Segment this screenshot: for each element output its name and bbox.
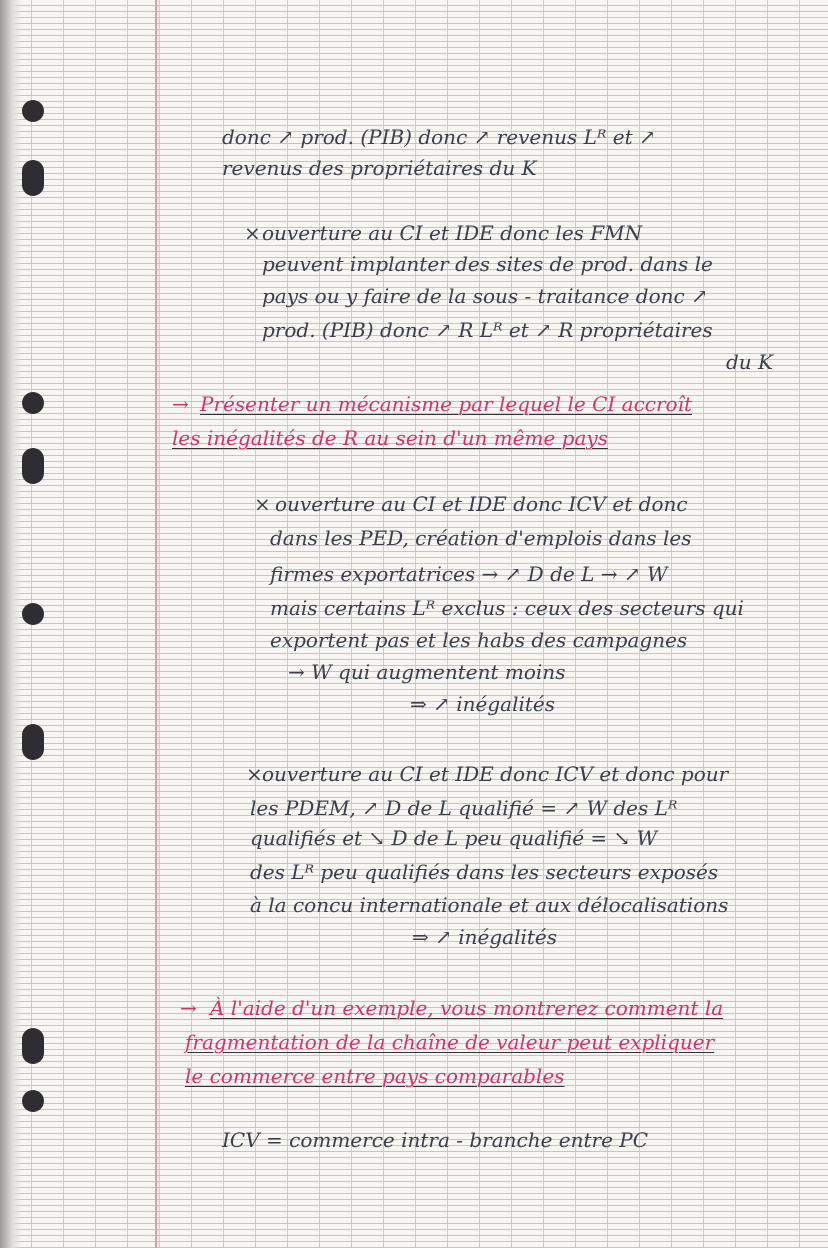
question-heading: Présenter un mécanisme par lequel le CI accroît [200, 392, 693, 416]
note-line: à la concu internationale et aux délocalisations [250, 893, 729, 917]
binder-hole [22, 100, 44, 122]
note-line: → W qui augmentent moins [288, 660, 566, 684]
note-line: firmes exportatrices → ↗ D de L → ↗ W [270, 562, 668, 586]
binder-hole [22, 160, 44, 196]
note-line: les PDEM, ↗ D de L qualifié = ↗ W des Lᴿ [250, 796, 678, 820]
note-line: ouverture au CI et IDE donc les FMN [262, 221, 643, 245]
binder-hole [22, 724, 44, 760]
bullet-mark: × [246, 762, 263, 786]
question-arrow: → [172, 392, 189, 416]
note-line: exportent pas et les habs des campagnes [270, 628, 688, 652]
binder-hole [22, 392, 44, 414]
note-line: peuvent implanter des sites de prod. dans le [262, 252, 713, 276]
note-line: ouverture au CI et IDE donc ICV et donc pour [262, 762, 729, 786]
question-heading: À l'aide d'un exemple, vous montrerez comment la [210, 996, 724, 1020]
note-line: ⇒ ↗ inégalités [410, 692, 555, 716]
note-line: revenus des propriétaires du K [222, 156, 537, 180]
note-line: pays ou y faire de la sous - traitance donc ↗ [262, 284, 708, 308]
binder-hole [22, 448, 44, 484]
bullet-mark: × [244, 221, 261, 245]
question-heading: fragmentation de la chaîne de valeur peut expliquer [185, 1030, 715, 1054]
note-line: qualifiés et ↘ D de L peu qualifié = ↘ W [250, 826, 658, 850]
question-arrow: → [180, 996, 197, 1020]
question-heading: les inégalités de R au sein d'un même pays [172, 426, 608, 450]
note-line: ⇒ ↗ inégalités [412, 925, 557, 949]
binder-hole [22, 1090, 44, 1112]
binder-hole [22, 1028, 44, 1064]
question-heading: le commerce entre pays comparables [185, 1064, 565, 1088]
note-line: donc ↗ prod. (PIB) donc ↗ revenus Lᴿ et ↗ [222, 125, 656, 149]
margin-line [155, 0, 157, 1248]
note-line: ouverture au CI et IDE donc ICV et donc [275, 492, 688, 516]
note-line: des Lᴿ peu qualifiés dans les secteurs exposés [250, 860, 719, 884]
note-line: dans les PED, création d'emplois dans les [270, 526, 692, 550]
note-line: prod. (PIB) donc ↗ R Lᴿ et ↗ R propriétaires [262, 318, 713, 342]
note-line: mais certains Lᴿ exclus : ceux des secteurs qui [270, 596, 744, 620]
note-line: ICV = commerce intra - branche entre PC [222, 1128, 649, 1152]
bullet-mark: × [254, 492, 271, 516]
note-line: du K [726, 350, 773, 374]
binder-hole [22, 603, 44, 625]
